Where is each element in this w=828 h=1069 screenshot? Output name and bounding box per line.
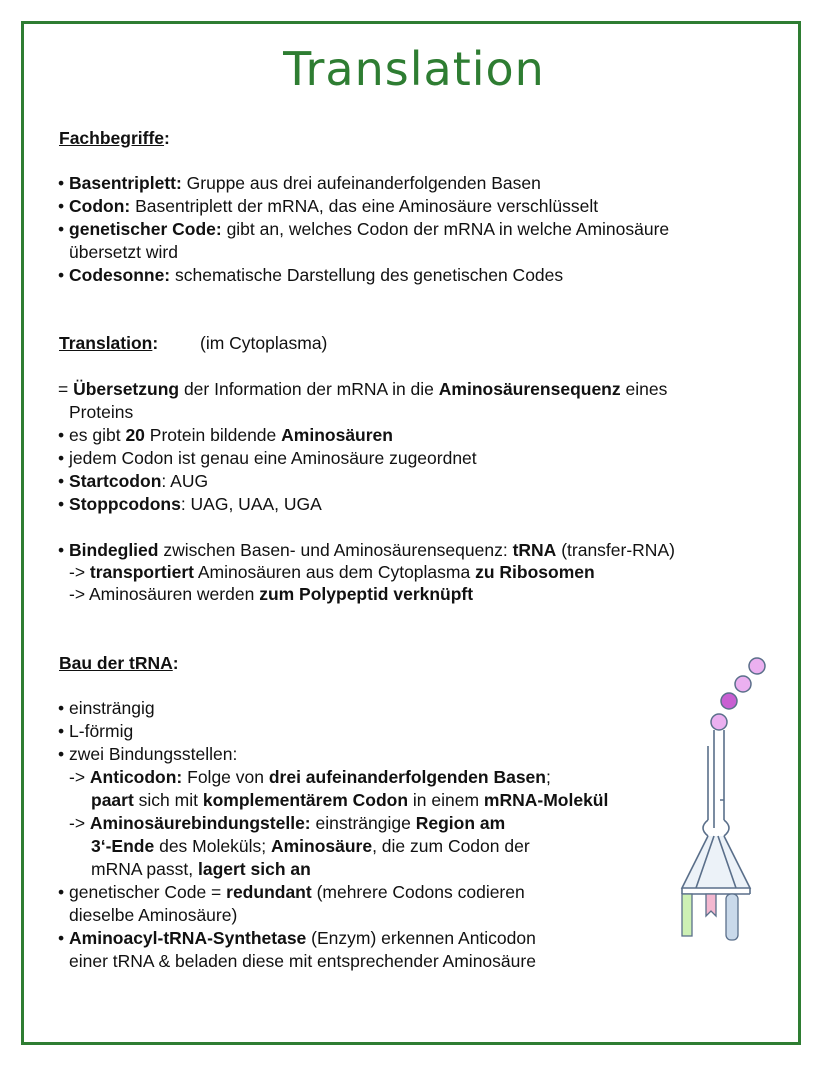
amino-acid-bead bbox=[711, 714, 727, 730]
list-item: • Startcodon: AUG bbox=[58, 471, 209, 491]
arrow-line-continuation: mRNA passt, lagert sich an bbox=[91, 859, 311, 879]
arrow-line: -> Aminosäuren werden zum Polypeptid verknüpft bbox=[69, 584, 474, 604]
definition-continuation: Proteins bbox=[69, 402, 134, 422]
arrow-line: -> Aminosäurebindungstelle: einsträngige Region am bbox=[69, 813, 506, 833]
arrow-line: -> Anticodon: Folge von drei aufeinanderfolgenden Basen; bbox=[69, 767, 551, 787]
trna-illustration bbox=[668, 650, 778, 950]
amino-acid-bead bbox=[749, 658, 765, 674]
anticodon-band-pink bbox=[706, 894, 716, 916]
list-item: • genetischer Code: gibt an, welches Codon der mRNA in welche Aminosäure bbox=[58, 219, 670, 239]
amino-acid-bead bbox=[735, 676, 751, 692]
list-item-continuation: übersetzt wird bbox=[69, 242, 178, 262]
list-item: • Stoppcodons: UAG, UAA, UGA bbox=[58, 494, 322, 514]
section-heading-bau: Bau der tRNA: bbox=[59, 653, 179, 673]
list-item: • Bindeglied zwischen Basen- und Aminosäurensequenz: tRNA (transfer-RNA) bbox=[58, 540, 675, 560]
anticodon-band-blue bbox=[726, 894, 738, 940]
translation-note: (im Cytoplasma) bbox=[200, 333, 328, 353]
list-item: • Aminoacyl-tRNA-Synthetase (Enzym) erkennen Anticodon bbox=[58, 928, 536, 948]
section-heading-fachbegriffe: Fachbegriffe: bbox=[59, 128, 170, 148]
acceptor-stem bbox=[714, 730, 724, 820]
arrow-line: -> transportiert Aminosäuren aus dem Cytoplasma zu Ribosomen bbox=[69, 562, 595, 582]
list-item: • genetischer Code = redundant (mehrere Codons codieren bbox=[58, 882, 525, 902]
amino-acid-bead bbox=[721, 693, 737, 709]
list-item-continuation: einer tRNA & beladen diese mit entsprechender Aminosäure bbox=[69, 951, 536, 971]
list-item: • es gibt 20 Protein bildende Aminosäuren bbox=[58, 425, 393, 445]
page-title: Translation bbox=[283, 42, 545, 96]
list-item: • zwei Bindungsstellen: bbox=[58, 744, 238, 764]
anticodon-band-green bbox=[682, 894, 692, 936]
section-heading-translation: Translation: bbox=[59, 333, 159, 353]
arrow-line-continuation: 3‘-Ende des Moleküls; Aminosäure, die zum Codon der bbox=[91, 836, 530, 856]
list-item: • Basentriplett: Gruppe aus drei aufeinanderfolgenden Basen bbox=[58, 173, 541, 193]
list-item: • jedem Codon ist genau eine Aminosäure zugeordnet bbox=[58, 448, 477, 468]
trna-body bbox=[682, 836, 750, 888]
definition-line: = Übersetzung der Information der mRNA in die Aminosäurensequenz eines bbox=[58, 379, 668, 399]
arrow-line-continuation: paart sich mit komplementärem Codon in einem mRNA-Molekül bbox=[91, 790, 609, 810]
list-item-continuation: dieselbe Aminosäure) bbox=[69, 905, 238, 925]
list-item: • einsträngig bbox=[58, 698, 155, 718]
list-item: • L-förmig bbox=[58, 721, 134, 741]
list-item: • Codon: Basentriplett der mRNA, das eine Aminosäure verschlüsselt bbox=[58, 196, 599, 216]
list-item: • Codesonne: schematische Darstellung des genetischen Codes bbox=[58, 265, 564, 285]
